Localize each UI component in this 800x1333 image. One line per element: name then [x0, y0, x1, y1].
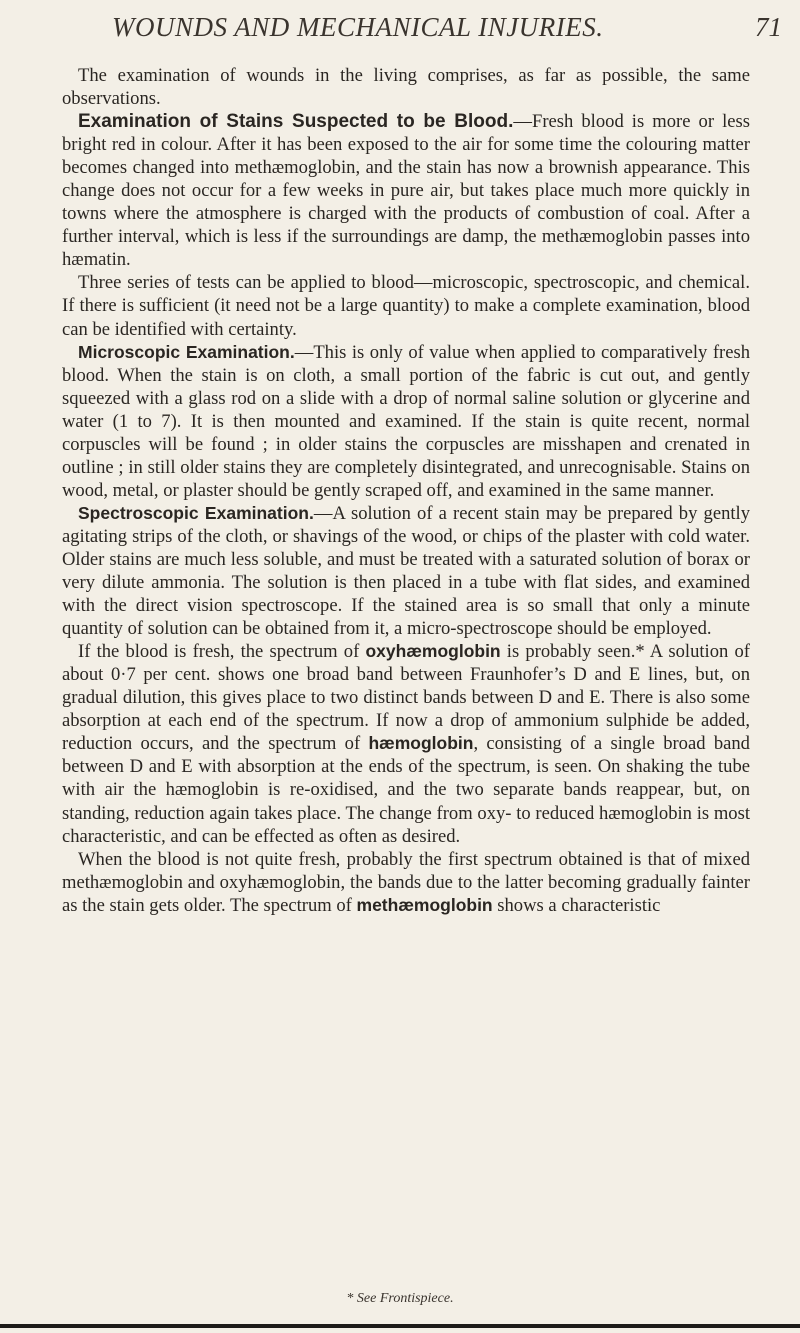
paragraph-tests: Three series of tests can be applied to blood—microscopic, spectroscopic, and chemical. If there is sufficient (it need not be a large quantity) to make a complete examination, blood can be identified with certainty. [62, 272, 750, 340]
text-run: shows a characteristic [492, 894, 661, 916]
paragraph-microscopic [62, 341, 750, 502]
running-title: WOUNDS AND MECHANICAL INJURIES. [112, 12, 604, 42]
paragraph-stains-text: —Fresh blood is more or less bright red in colour. After it has been exposed to the air for some time the colouring matter becomes changed into methæmoglobin, and the stain has now a brownish appearance. This change does not occur for a few weeks in pure air, but takes place much more quickly in towns where the atmosphere is charged with the products of combustion of coal. After a further interval, which is less if the surroundings are damp, the methæmoglobin passes into hæmatin. [62, 111, 750, 271]
paragraph-intro: The examination of wounds in the living comprises, as far as possible, the same observations. [62, 65, 750, 110]
term-oxyhaemoglobin: oxyhæmoglobin [365, 641, 501, 662]
text-run: When the blood is not quite fresh, probably the first spectrum obtained is that of mixed methæmoglobin and oxyhæmoglobin, the bands due to the latter becoming gradually fainter as the stain gets older. The spectrum of [62, 848, 750, 916]
page-number: 71 [755, 12, 782, 42]
heading-microscopic: Microscopic Examination. [78, 341, 295, 362]
paragraph-stains [62, 110, 750, 271]
text-run: , consisting of a single broad band between D and E with absorption at the ends of the spectrum, is seen. On shaking the tube with air the hæmoglobin is re-oxidised, and the two separate bands reappear, but, on standing, reduction again takes place. The change from oxy- to reduced hæmoglobin is most characteristic, and can be effected as often as desired. [62, 733, 750, 847]
text-run: is probably seen.* A solution of about 0·7 per cent. shows one broad band between Fraunhofer’s D and E lines, but, on gradual dilution, this gives place to two distinct bands between D and E. There is also some absorption at each end of the spectrum. If now a drop of ammonium sulphide be added, reduction occurs, and the spectrum of [62, 641, 750, 755]
paragraph-spectroscopic [62, 502, 750, 640]
term-haemoglobin: hæmoglobin [368, 733, 474, 754]
heading-blood-stains: Examination of Stains Suspected to be Blood. [78, 111, 514, 133]
heading-spectroscopic: Spectroscopic Examination. [78, 502, 314, 523]
bottom-rule [0, 1324, 800, 1328]
paragraph-spectroscopic-text: —A solution of a recent stain may be prepared by gently agitating strips of the cloth, or shavings of the wood, or chips of the plaster with cold water. Older stains are much less soluble, and must be treated with a saturated solution of borax or very dilute ammonia. The solution is then placed in a tube with flat sides, and examined with the direct vision spectroscope. If the stained area is so small that only a minute quantity of solution can be obtained from it, a micro-spectroscope should be employed. [62, 502, 750, 640]
body-text [62, 64, 750, 917]
paragraph-methaemoglobin [62, 848, 750, 917]
footnote: * See Frontispiece. [346, 1291, 454, 1306]
paragraph-oxyhaemoglobin [62, 640, 750, 847]
text-run: If the blood is fresh, the spectrum of [78, 641, 366, 663]
paragraph-microscopic-text: —This is only of value when applied to comparatively fresh blood. When the stain is on cloth, a small portion of the fabric is cut out, and gently squeezed with a glass rod on a slide with a drop of normal saline solution or glycerine and water (1 to 7). It is then mounted and examined. If the stain is quite recent, normal corpuscles will be found ; in older stains the corpuscles are misshapen and crenated in outline ; in still older stains they are completely disintegrated, and unrecognisable. Stains on wood, metal, or plaster should be gently scraped off, and examined in the same manner. [62, 341, 750, 501]
term-methaemoglobin: methæmoglobin [356, 894, 493, 915]
